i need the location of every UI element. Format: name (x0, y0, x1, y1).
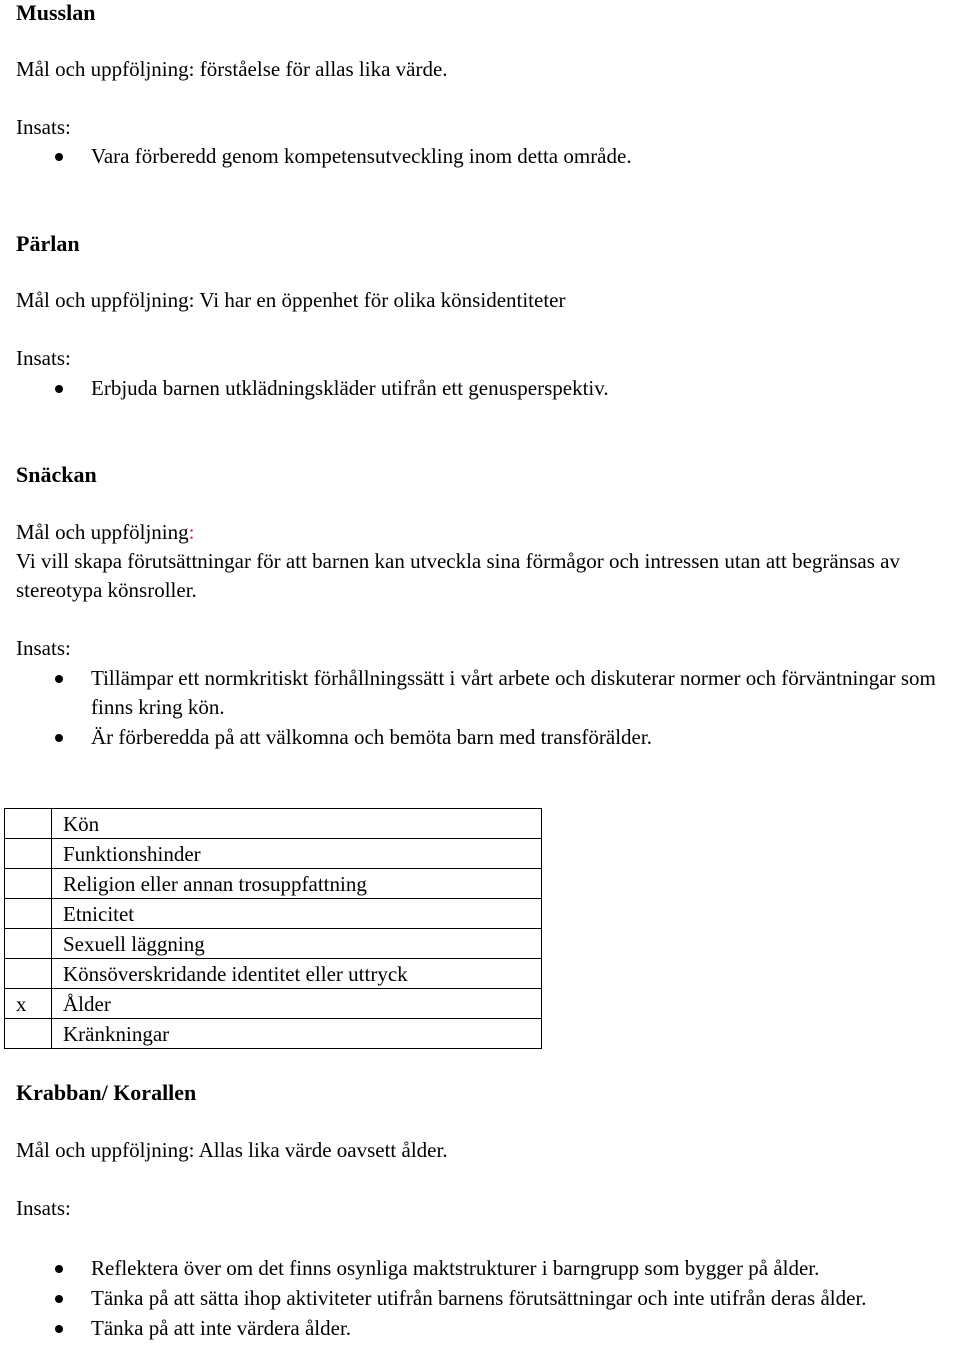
insats-label-parlan: Insats: (16, 346, 71, 370)
bullet-icon (55, 1265, 63, 1273)
goal-label: Mål och uppföljning: (16, 288, 195, 312)
section-title-musslan: Musslan (16, 0, 96, 25)
insats-list-krabban-korallen (0, 1254, 960, 1344)
list-item: Är förberedda på att välkomna och bemöta barn med transförälder. (0, 723, 960, 752)
insats-label-krabban-korallen: Insats: (16, 1196, 71, 1220)
mark-cell (5, 1019, 52, 1049)
list-item: Vara förberedd genom kompetensutveckling inom detta område. (0, 142, 960, 171)
insats-label-snackan: Insats: (16, 636, 71, 660)
goal-line-musslan (16, 55, 951, 84)
bullet-icon (55, 153, 63, 161)
mark-cell (5, 809, 52, 839)
mark-cell (5, 869, 52, 899)
table-row (5, 959, 542, 989)
table-row (5, 839, 542, 869)
bullet-icon (55, 675, 63, 683)
goal-label: Mål och uppföljning: (16, 57, 195, 81)
insats-list-snackan (0, 664, 960, 753)
insats-label-musslan: Insats: (16, 115, 71, 139)
bullet-icon (55, 1325, 63, 1333)
mark-cell (5, 899, 52, 929)
goal-colon: : (188, 520, 195, 544)
grounds-table (4, 808, 542, 1049)
label-cell: Ålder (52, 989, 542, 1019)
bullet-icon (55, 385, 63, 393)
goal-text: Allas lika värde oavsett ålder. (198, 1138, 448, 1162)
goal-label: Mål och uppföljning: (16, 1138, 195, 1162)
bullet-icon (55, 734, 63, 742)
goal-line-parlan (16, 286, 951, 315)
list-item: Erbjuda barnen utklädningskläder utifrån ett genusperspektiv. (0, 374, 960, 403)
label-cell: Religion eller annan trosuppfattning (52, 869, 542, 899)
goal-label: Mål och uppföljning (16, 520, 189, 544)
section-title-krabban-korallen: Krabban/ Korallen (16, 1080, 197, 1105)
section-title-parlan: Pärlan (16, 231, 80, 256)
label-cell: Kön (52, 809, 542, 839)
insats-list-musslan (0, 142, 960, 172)
list-item: Reflektera över om det finns osynliga maktstrukturer i barngrupp som bygger på ålder. (0, 1254, 960, 1283)
goal-text: förståelse för allas lika värde. (199, 57, 448, 81)
goal-text: Vi har en öppenhet för olika könsidentiteter (199, 288, 566, 312)
list-item: Tillämpar ett normkritiskt förhållningssätt i vårt arbete och diskuterar normer och förväntningar som finns kring kön. (0, 664, 960, 722)
section-title-snackan: Snäckan (16, 462, 97, 487)
label-cell: Etnicitet (52, 899, 542, 929)
label-cell: Funktionshinder (52, 839, 542, 869)
mark-cell (5, 929, 52, 959)
goal-line-krabban-korallen (16, 1136, 951, 1165)
list-item: Tänka på att inte värdera ålder. (0, 1314, 960, 1343)
list-item: Tänka på att sätta ihop aktiviteter utifrån barnens förutsättningar och inte utifrån deras ålder. (0, 1284, 960, 1313)
insats-list-parlan (0, 374, 960, 404)
goal-text-snackan: Vi vill skapa förutsättningar för att barnen kan utveckla sina förmågor och intressen utan att begränsas av stereotypa könsroller. (16, 549, 900, 602)
table-row (5, 989, 542, 1019)
label-cell: Sexuell läggning (52, 929, 542, 959)
mark-cell: x (5, 989, 52, 1019)
table-row (5, 809, 542, 839)
table-row (5, 869, 542, 899)
label-cell: Kränkningar (52, 1019, 542, 1049)
bullet-icon (55, 1295, 63, 1303)
mark-cell (5, 959, 52, 989)
label-cell: Könsöverskridande identitet eller uttryck (52, 959, 542, 989)
table-row (5, 929, 542, 959)
table-row (5, 1019, 542, 1049)
goal-label-line-snackan (16, 518, 951, 547)
table-row (5, 899, 542, 929)
mark-cell (5, 839, 52, 869)
